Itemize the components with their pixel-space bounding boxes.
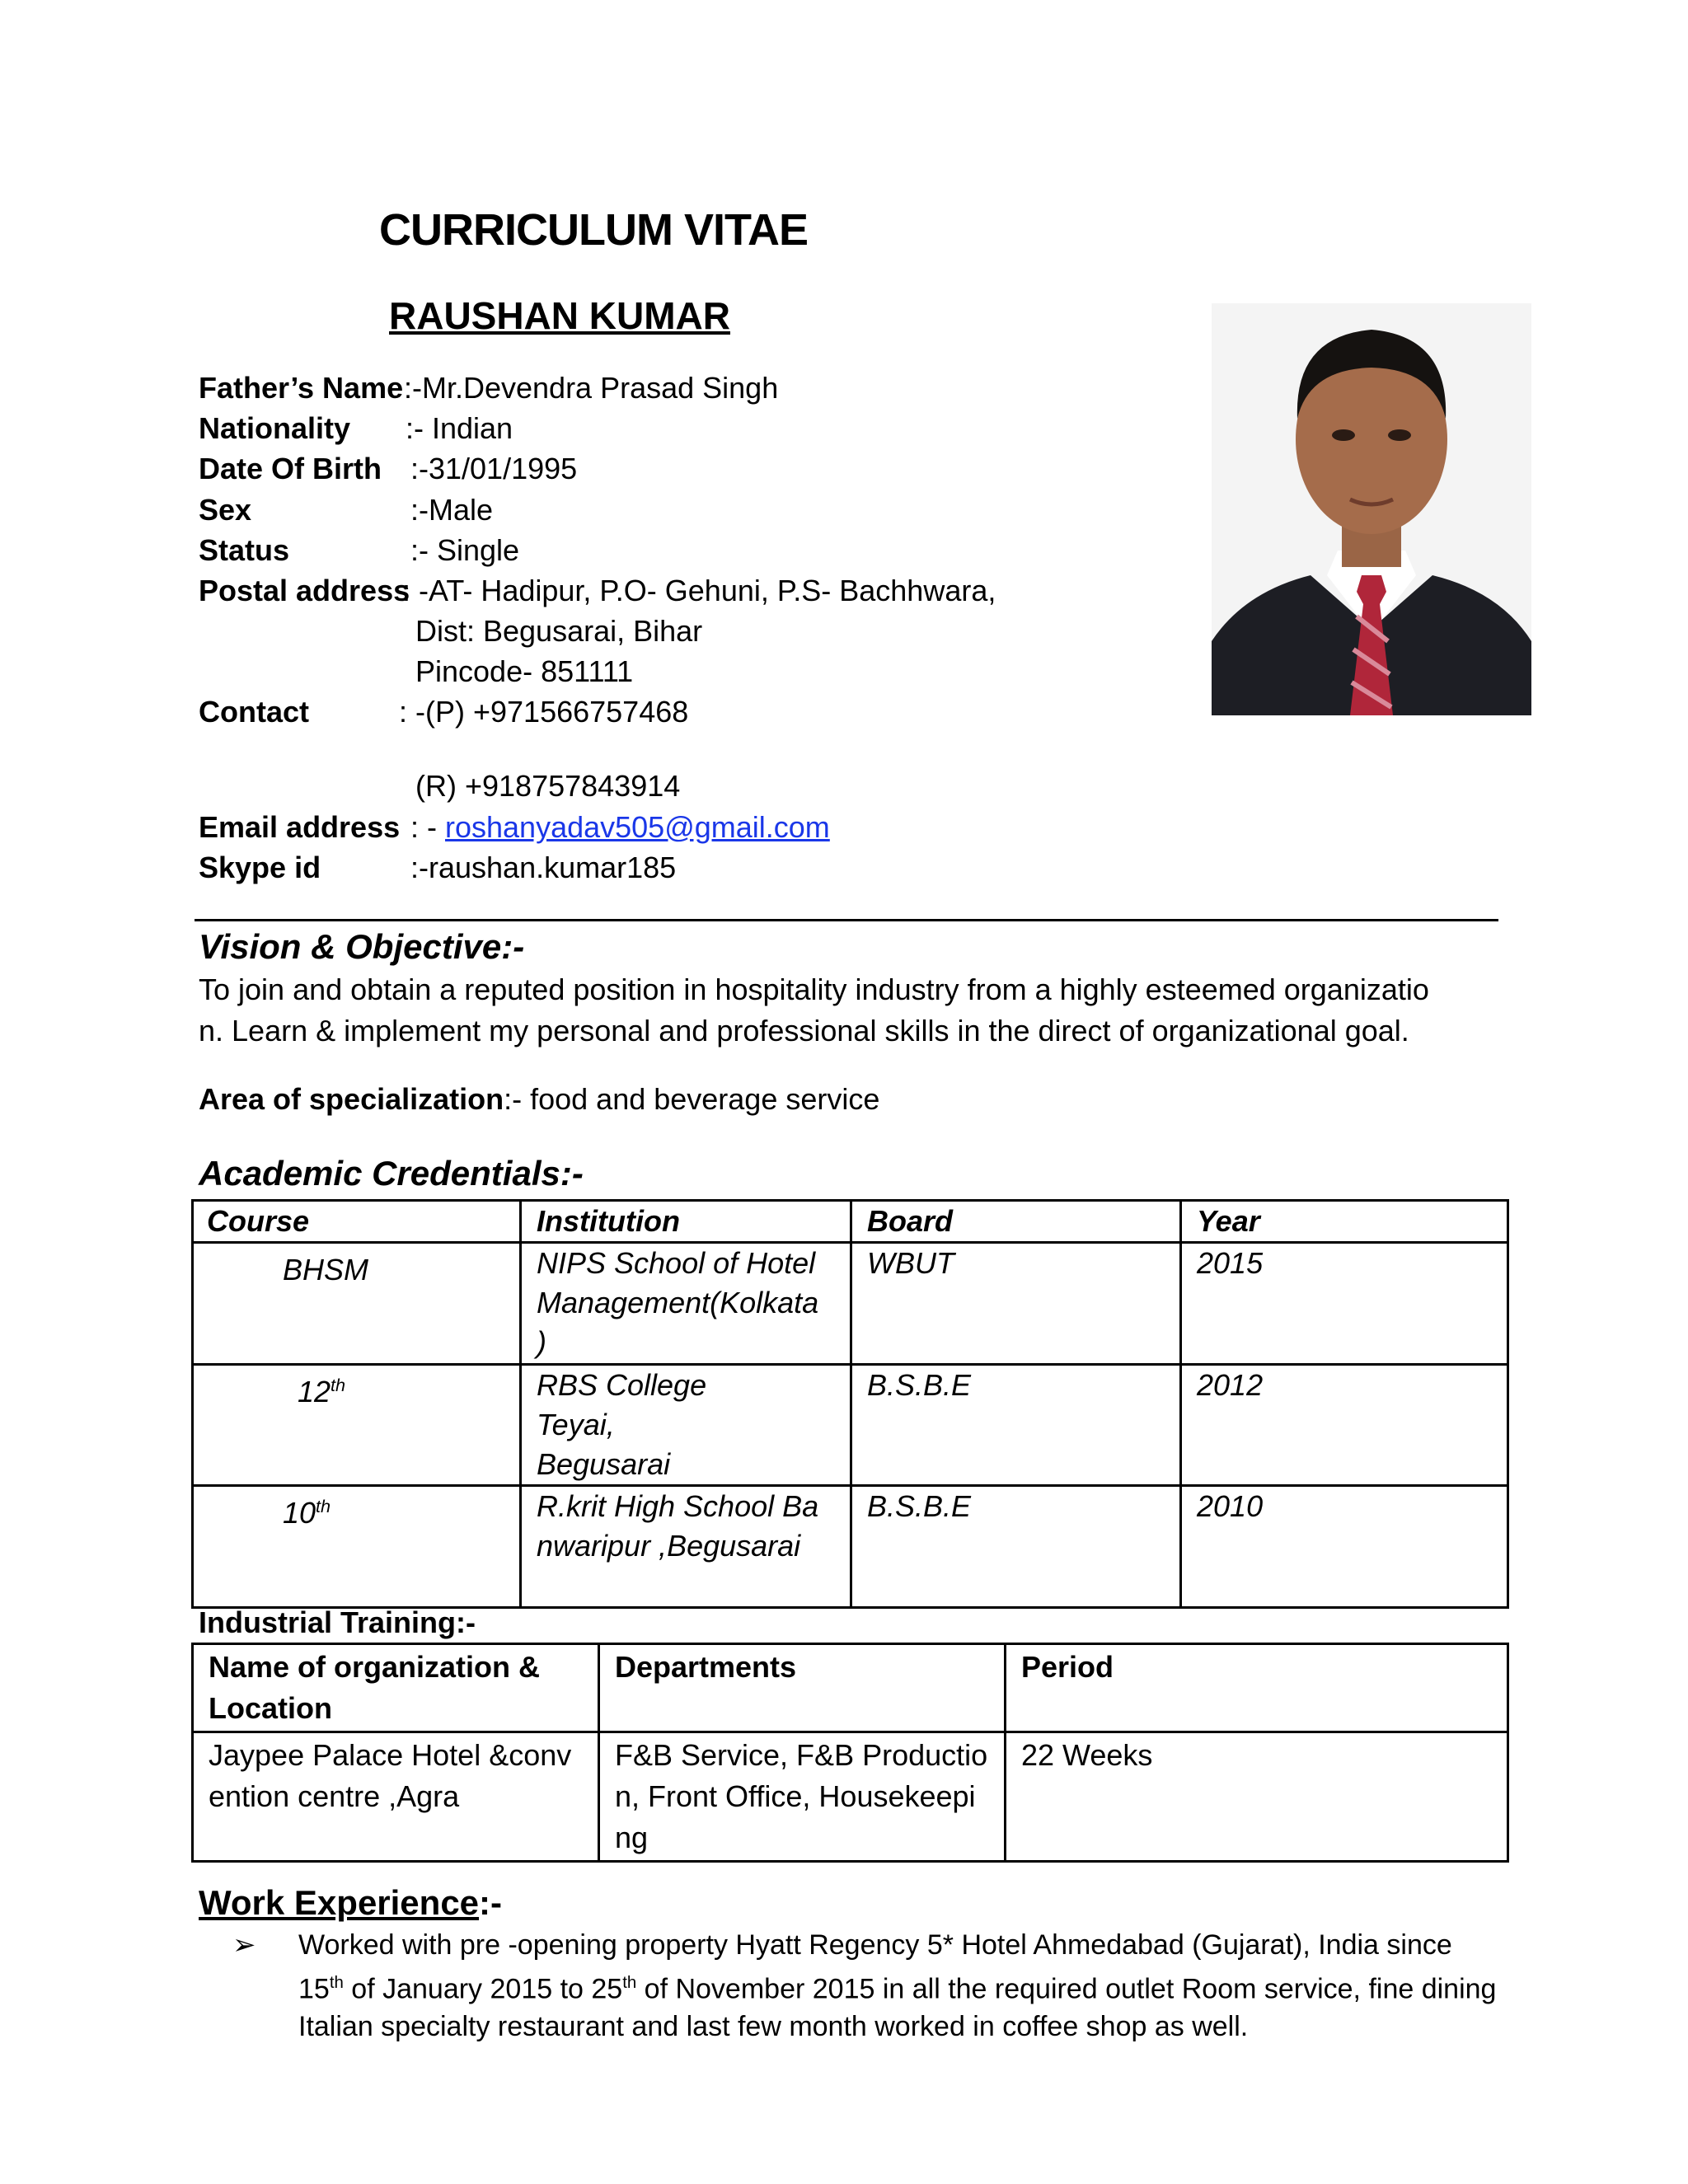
course-text: 12	[298, 1375, 331, 1408]
academic-header-board: Board	[851, 1201, 1181, 1243]
profile-photo	[1212, 303, 1531, 715]
skype-label: Skype id	[199, 851, 321, 884]
nationality-label: Nationality	[199, 411, 351, 445]
academic-header-year: Year	[1181, 1201, 1508, 1243]
work-heading	[199, 1883, 502, 1923]
institution-cell: R.krit High School Banwaripur ,Begusarai	[521, 1486, 851, 1608]
year-cell: 2010	[1181, 1486, 1508, 1608]
table-row	[193, 1732, 1508, 1862]
work-heading-text: Work Experience	[199, 1883, 480, 1922]
course-cell	[193, 1365, 521, 1486]
sex-label: Sex	[199, 493, 252, 527]
board-cell: B.S.B.E	[851, 1365, 1181, 1486]
status-label: Status	[199, 533, 290, 567]
fathers-name-label: Father’s Name	[199, 371, 404, 405]
course-cell	[193, 1243, 521, 1365]
skype-value: :-raushan.kumar185	[410, 851, 677, 884]
email-label: Email address	[199, 810, 401, 844]
section-divider	[195, 919, 1498, 921]
bullet-arrow-icon: ➢	[232, 1929, 256, 1961]
work-heading-suffix: :-	[479, 1883, 503, 1922]
course-sup: th	[331, 1375, 346, 1395]
work-sup-2: th	[622, 1974, 637, 1992]
year-cell: 2012	[1181, 1365, 1508, 1486]
vision-line-2: n. Learn & implement my personal and professional skills in the direct of organizational goal.	[199, 1014, 1409, 1047]
vision-heading: Vision & Objective:-	[199, 927, 525, 966]
document-title: CURRICULUM VITAE	[379, 205, 808, 255]
work-text-3: of November 2015 in all the required outlet Room service, fine dining Italian specialty restaurant and last few month worked in coffee shop as well.	[298, 1973, 1497, 2043]
academic-heading: Academic Credentials:-	[199, 1154, 584, 1193]
training-dept-cell: F&B Service, F&B Production, Front Office, Housekeeping	[599, 1732, 1006, 1862]
institution-cell: NIPS School of Hotel Management(Kolkata )	[521, 1243, 851, 1365]
postal-address-line2: Dist: Begusarai, Bihar	[415, 614, 703, 648]
fathers-name-value: :-Mr.Devendra Prasad Singh	[404, 371, 779, 405]
postal-address-label: Postal address	[199, 574, 410, 607]
email-link[interactable]: roshanyadav505@gmail.com	[445, 810, 830, 844]
academic-header-institution: Institution	[521, 1201, 851, 1243]
work-sup-1: th	[329, 1974, 344, 1992]
training-header-org: Name of organization & Location	[193, 1644, 599, 1732]
contact-primary: : -(P) +971566757468	[399, 695, 689, 729]
nationality-value: :- Indian	[406, 411, 513, 445]
dob-label: Date Of Birth	[199, 452, 382, 485]
year-cell: 2015	[1181, 1243, 1508, 1365]
postal-address-line3: Pincode- 851111	[415, 654, 634, 688]
dob-value: :-31/01/1995	[410, 452, 578, 485]
postal-address-line1: : -AT- Hadipur, P.O- Gehuni, P.S- Bachhwara,	[402, 574, 996, 607]
table-row	[193, 1243, 1508, 1365]
course-text: 10	[283, 1496, 316, 1530]
table-row	[193, 1486, 1508, 1608]
work-text-1: Worked with pre -opening property Hyatt Regency 5* Hotel Ahmedabad (Gujarat), India since 15	[298, 1929, 1452, 2005]
training-header-period: Period	[1006, 1644, 1508, 1732]
status-value: :- Single	[410, 533, 520, 567]
training-period-cell: 22 Weeks	[1006, 1732, 1508, 1862]
training-org-cell: Jaypee Palace Hotel &convention centre ,Agra	[193, 1732, 599, 1862]
training-table	[191, 1643, 1509, 1863]
board-cell: WBUT	[851, 1243, 1181, 1365]
contact-secondary: (R) +918757843914	[415, 769, 681, 803]
training-header-dept: Departments	[599, 1644, 1006, 1732]
academic-header-course: Course	[193, 1201, 521, 1243]
work-text-2: of January 2015 to 25	[343, 1973, 623, 2005]
specialization-label: Area of specialization	[199, 1082, 504, 1116]
academic-header-row	[193, 1201, 1508, 1243]
course-cell	[193, 1486, 521, 1608]
email-prefix: : -	[410, 810, 445, 844]
work-experience-item	[298, 1926, 1502, 2046]
vision-line-1: To join and obtain a reputed position in hospitality industry from a highly esteemed organizatio	[199, 972, 1429, 1006]
specialization-row	[199, 1082, 879, 1117]
sex-value: :-Male	[410, 493, 494, 527]
training-header-row	[193, 1644, 1508, 1732]
course-text: BHSM	[283, 1253, 369, 1286]
board-cell: B.S.B.E	[851, 1486, 1181, 1608]
person-name: RAUSHAN KUMAR	[389, 294, 730, 337]
contact-label: Contact	[199, 695, 309, 729]
email-row	[410, 810, 830, 845]
specialization-value: :- food and beverage service	[504, 1082, 880, 1116]
training-heading: Industrial Training:-	[199, 1605, 476, 1639]
table-row	[193, 1365, 1508, 1486]
institution-cell: RBS College Teyai, Begusarai	[521, 1365, 851, 1486]
course-sup: th	[316, 1496, 331, 1516]
academic-table	[191, 1199, 1509, 1609]
